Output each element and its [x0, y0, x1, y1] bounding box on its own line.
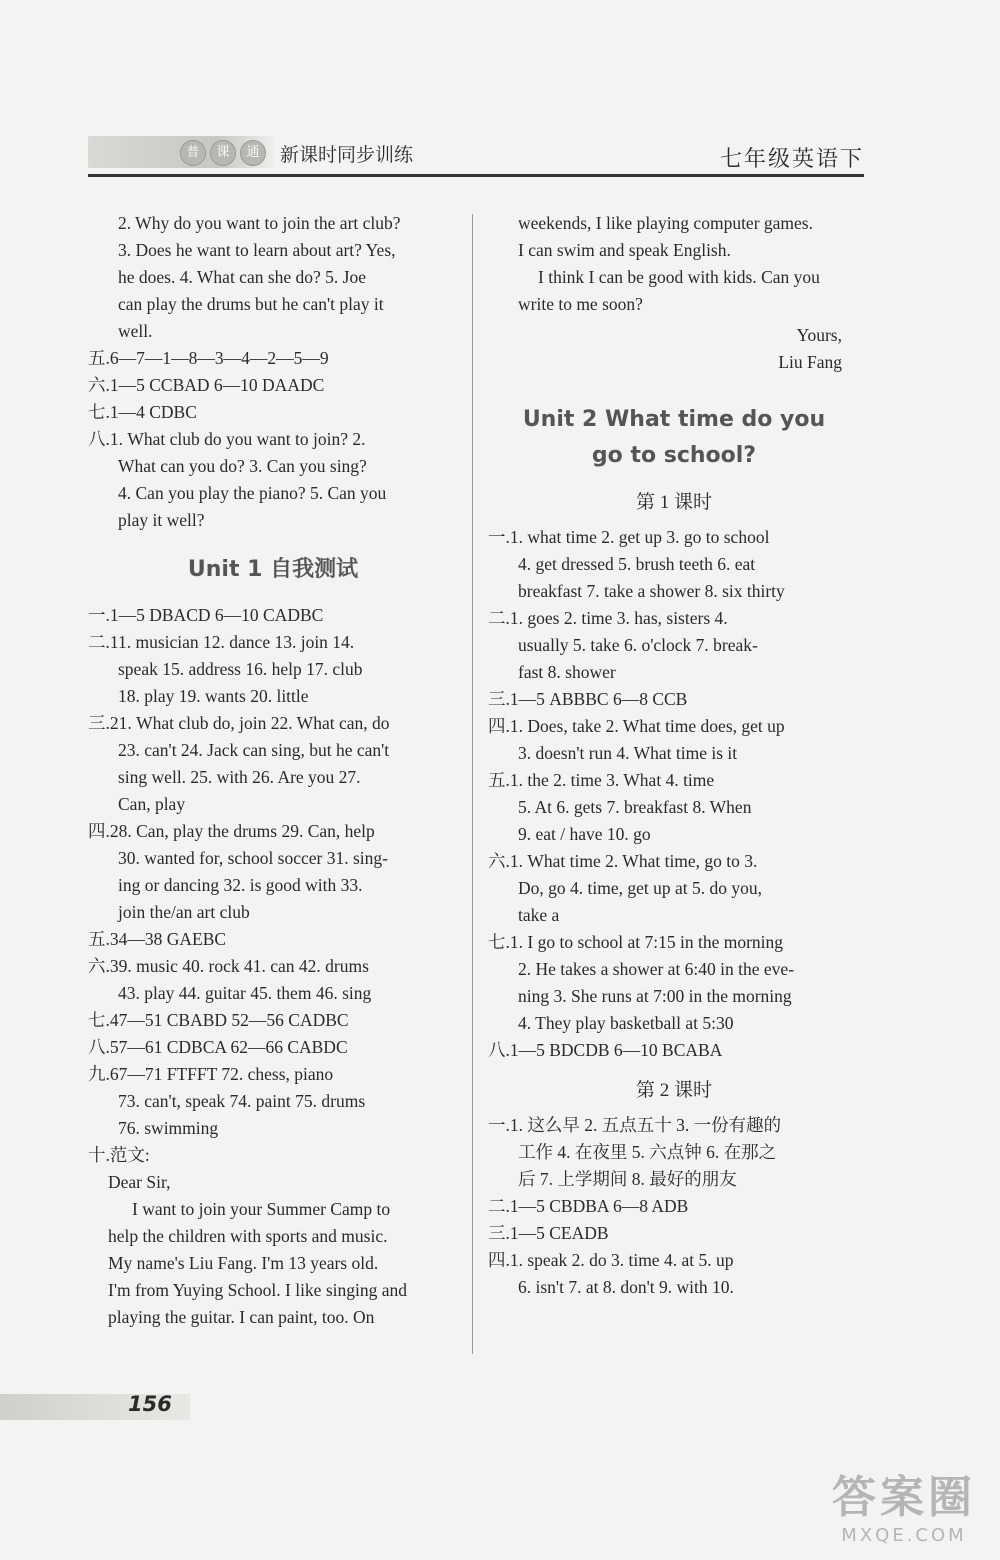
answer-line: 六.1. What time 2. What time, go to 3. [488, 851, 758, 871]
logo-char-3: 通 [240, 140, 266, 166]
column-divider [472, 214, 473, 1354]
answer-line: 八.1. What club do you want to join? 2. [88, 429, 366, 449]
answer-line: 七.47—51 CBABD 52—56 CADBC [88, 1010, 349, 1030]
unit-1-test-heading: Unit 1 自我测试 [187, 557, 359, 582]
answer-line: 3. Does he want to learn about art? Yes, [118, 240, 396, 260]
logo-char-2: 课 [210, 140, 236, 166]
book-title: 七年级英语下 [719, 147, 864, 172]
unit-2-heading-line-2: go to school? [591, 443, 757, 468]
answer-line: 2. Why do you want to join the art club? [118, 213, 401, 233]
answer-line: 四.28. Can, play the drums 29. Can, help [88, 821, 375, 841]
letter-line: I want to join your Summer Camp to [132, 1199, 391, 1219]
answer-line: 73. can't, speak 74. paint 75. drums [118, 1091, 366, 1111]
answer-line: he does. 4. What can she do? 5. Joe [118, 267, 367, 287]
answer-line: 九.67—71 FTFFT 72. chess, piano [88, 1064, 334, 1084]
answer-line: 六.39. music 40. rock 41. can 42. drums [88, 956, 369, 976]
lesson-1-heading: 第 1 课时 [635, 492, 712, 513]
answer-line: fast 8. shower [518, 662, 616, 682]
letter-line: weekends, I like playing computer games. [518, 213, 813, 233]
answer-line: 十.范文: [88, 1145, 150, 1165]
answer-line: 四.1. Does, take 2. What time does, get up [488, 716, 785, 736]
site-watermark [832, 1461, 976, 1546]
answer-line: 30. wanted for, school soccer 31. sing- [118, 848, 388, 868]
answer-line: 18. play 19. wants 20. little [118, 686, 309, 706]
letter-closing: Yours, [796, 325, 842, 345]
page-footer [0, 1392, 200, 1422]
answer-line: 五.34—38 GAEBC [88, 929, 227, 949]
answer-line: 6. isn't 7. at 8. don't 9. with 10. [518, 1277, 734, 1297]
answer-line: 八.1—5 BDCDB 6—10 BCABA [488, 1040, 723, 1060]
header-rule [88, 174, 864, 177]
answer-line: 六.1—5 CCBAD 6—10 DAADC [88, 375, 325, 395]
answer-line: 三.1—5 CEADB [488, 1223, 609, 1243]
watermark-logo-text: 答案圈 [832, 1472, 976, 1523]
answer-line: 一.1. 这么早 2. 五点五十 3. 一份有趣的 [488, 1115, 782, 1135]
answer-line: 3. doesn't run 4. What time is it [518, 743, 738, 763]
answer-line: 2. He takes a shower at 6:40 in the eve- [518, 959, 795, 979]
answer-line: 5. At 6. gets 7. breakfast 8. When [518, 797, 752, 817]
answer-line: 五.1. the 2. time 3. What 4. time [488, 770, 715, 790]
letter-line: I'm from Yuying School. I like singing and [108, 1280, 408, 1300]
page-header [88, 130, 864, 178]
answer-line: 二.11. musician 12. dance 13. join 14. [88, 632, 355, 652]
letter-line: I think I can be good with kids. Can you [538, 267, 820, 287]
answer-line: 9. eat / have 10. go [518, 824, 651, 844]
letter-line: Dear Sir, [108, 1172, 171, 1192]
answer-line: 一.1—5 DBACD 6—10 CADBC [88, 605, 324, 625]
answer-line: breakfast 7. take a shower 8. six thirty [518, 581, 785, 601]
letter-line: My name's Liu Fang. I'm 13 years old. [108, 1253, 379, 1273]
page-number: 156 [128, 1392, 172, 1416]
letter-line: I can swim and speak English. [518, 240, 731, 260]
watermark-url-text: MXQE.COM [841, 1525, 967, 1546]
letter-line: playing the guitar. I can paint, too. On [108, 1307, 375, 1327]
series-title: 新课时同步训练 [280, 144, 414, 166]
answer-line: well. [118, 321, 153, 341]
answer-line: ing or dancing 32. is good with 33. [118, 875, 363, 895]
logo-char-1: 普 [180, 140, 206, 166]
answer-line: ning 3. She runs at 7:00 in the morning [518, 986, 792, 1006]
answer-line: 七.1. I go to school at 7:15 in the morning [488, 932, 784, 952]
right-column [488, 210, 860, 1301]
answer-line: Can, play [118, 794, 186, 814]
answer-line: 4. Can you play the piano? 5. Can you [118, 483, 387, 503]
answer-line: play it well? [118, 510, 205, 530]
answer-line: join the/an art club [118, 902, 250, 922]
answer-line: 工作 4. 在夜里 5. 六点钟 6. 在那之 [518, 1142, 777, 1162]
answer-line: 后 7. 上学期间 8. 最好的朋友 [518, 1169, 737, 1189]
answer-line: What can you do? 3. Can you sing? [118, 456, 367, 476]
answer-line: 八.57—61 CDBCA 62—66 CABDC [88, 1037, 348, 1057]
answer-line: Do, go 4. time, get up at 5. do you, [518, 878, 763, 898]
answer-line: 76. swimming [118, 1118, 219, 1138]
answer-line: 三.1—5 ABBBC 6—8 CCB [488, 689, 688, 709]
answer-line: take a [518, 905, 560, 925]
left-column [88, 210, 458, 1331]
answer-line: 43. play 44. guitar 45. them 46. sing [118, 983, 372, 1003]
letter-line: write to me soon? [518, 294, 643, 314]
unit-2-heading-line-1: Unit 2 What time do you [522, 407, 826, 432]
letter-signature: Liu Fang [778, 352, 842, 372]
answer-line: 23. can't 24. Jack can sing, but he can't [118, 740, 390, 760]
answer-line: 一.1. what time 2. get up 3. go to school [488, 527, 770, 547]
answer-line: usually 5. take 6. o'clock 7. break- [518, 635, 758, 655]
answer-line: can play the drums but he can't play it [118, 294, 384, 314]
answer-line: speak 15. address 16. help 17. club [118, 659, 363, 679]
answer-line: 二.1. goes 2. time 3. has, sisters 4. [488, 608, 728, 628]
answer-line: 四.1. speak 2. do 3. time 4. at 5. up [488, 1250, 734, 1270]
answer-line: 七.1—4 CDBC [88, 402, 197, 422]
answer-line: 三.21. What club do, join 22. What can, do [88, 713, 390, 733]
answer-line: 二.1—5 CBDBA 6—8 ADB [488, 1196, 689, 1216]
letter-line: help the children with sports and music. [108, 1226, 388, 1246]
answer-line: 4. get dressed 5. brush teeth 6. eat [518, 554, 756, 574]
lesson-2-heading: 第 2 课时 [635, 1080, 712, 1101]
answer-line: 五.6—7—1—8—3—4—2—5—9 [88, 348, 329, 368]
answer-line: 4. They play basketball at 5:30 [518, 1013, 734, 1033]
answer-line: sing well. 25. with 26. Are you 27. [118, 767, 361, 787]
